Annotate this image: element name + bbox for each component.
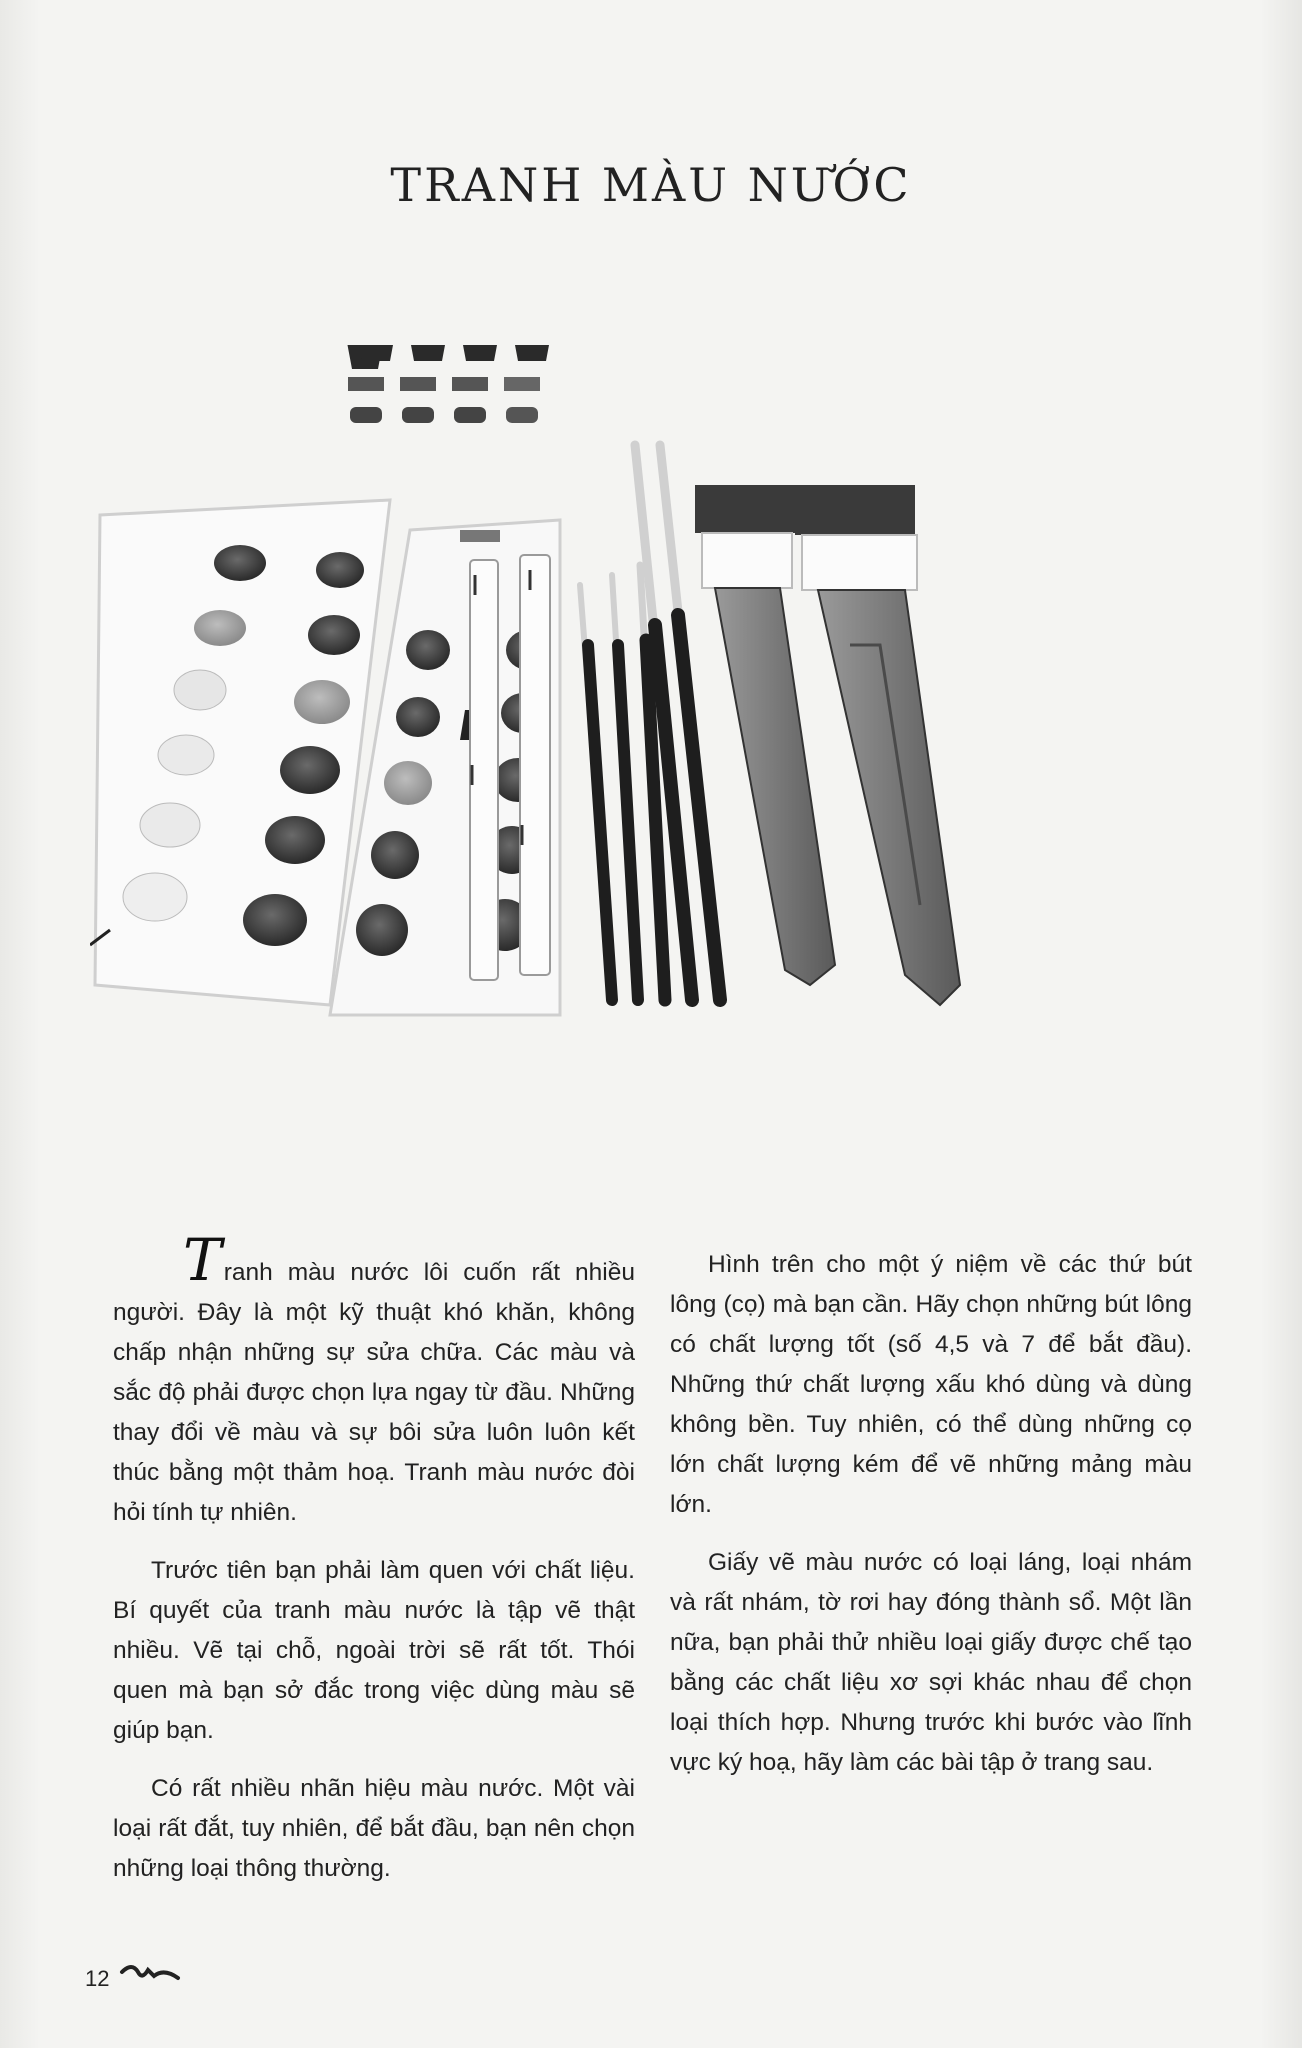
paragraph: Trước tiên bạn phải làm quen với chất liệu. Bí quyết của tranh màu nước là tập vẽ thật nhiều. Vẽ tại chỗ, ngoài trời sẽ rất tốt. Thói quen mà bạn sở đắc trong việc dùng màu sẽ giúp bạn. <box>113 1557 635 1744</box>
page-number: 12 <box>85 1966 110 1991</box>
drop-cap: T <box>183 1226 222 1294</box>
paragraph: Giấy vẽ màu nước có loại láng, loại nhám và rất nhám, tờ rơi hay đóng thành sổ. Một lần nữa, bạn phải thử nhiều loại giấy được chế tạo bằng các chất liệu xơ sợi khác nhau để chọn loại thích hợp. Nhưng trước khi bước vào lĩnh vực ký hoạ, hãy làm các bài tập ở trang sau. <box>670 1549 1192 1776</box>
text-column-left <box>113 1226 635 1907</box>
page-ornament-icon <box>118 1958 188 1988</box>
page-title: TRANH MÀU NƯỚC <box>390 158 912 212</box>
watercolor-supplies-photo <box>90 345 1260 1065</box>
paragraph-text: ranh màu nước lôi cuốn rất nhiều người. Đây là một kỹ thuật khó khăn, không chấp nhận những sự sửa chữa. Các màu và sắc độ phải được chọn lựa ngay từ đầu. Những thay đổi về màu và sự bôi sửa luôn luôn kết thúc bằng một thảm hoạ. Tranh màu nước đòi hỏi tính tự nhiên. <box>113 1259 635 1526</box>
text-column-right <box>670 1245 1192 1801</box>
paragraph: Có rất nhiều nhãn hiệu màu nước. Một vài loại rất đắt, tuy nhiên, để bắt đầu, bạn nên chọn những loại thông thường. <box>113 1775 635 1882</box>
paragraph <box>113 1226 635 1533</box>
dropper-bottle-icon <box>452 345 501 423</box>
dropper-bottle-icon <box>504 345 553 423</box>
dropper-bottle-icon <box>400 345 449 423</box>
paragraph: Hình trên cho một ý niệm về các thứ bút lông (cọ) mà bạn cần. Hãy chọn những bút lông có chất lượng tốt (số 4,5 và 7 để bắt đầu). Những thứ chất lượng xấu khó dùng và dùng không bền. Tuy nhiên, có thể dùng những cọ lớn chất lượng kém để vẽ những mảng màu lớn. <box>670 1251 1192 1518</box>
